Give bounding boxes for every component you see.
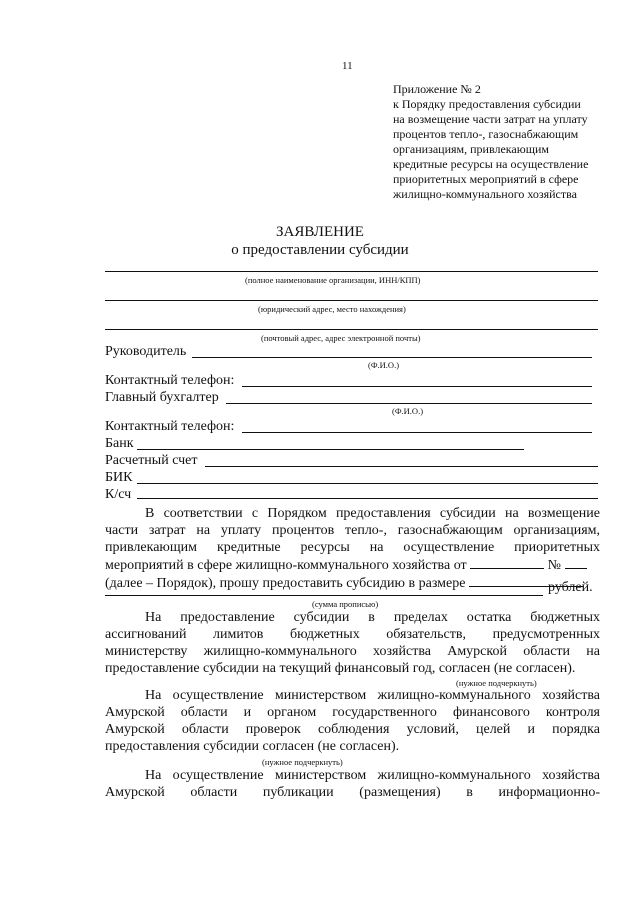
appendix-line: процентов тепло-, газоснабжающим: [393, 127, 579, 141]
bank-field[interactable]: [137, 449, 524, 450]
accountant-field[interactable]: [226, 403, 592, 404]
appendix-line: организациям, привлекающим: [393, 142, 549, 156]
number-sign: №: [547, 558, 561, 573]
rubles-label: рублей.: [548, 580, 593, 595]
paragraph-line: Амурской области проверок соблюдения условий, целей и порядка: [105, 722, 600, 737]
paragraph-line-sum: [105, 574, 600, 592]
paragraph-line: мероприятий в сфере жилищно-коммунального хозяйства от: [105, 558, 467, 573]
corr-account-field[interactable]: [137, 498, 598, 499]
appendix-note: [393, 82, 623, 202]
bank-label: Банк: [105, 436, 134, 451]
sum-words-caption: (сумма прописью): [312, 599, 379, 609]
paragraph-line: Амурской области публикации (размещения) в информационно-: [105, 785, 600, 800]
paragraph-line-date: [105, 556, 600, 574]
appendix-line: кредитные ресурсы на осуществление: [393, 157, 589, 171]
underline-hint: (нужное подчеркнуть): [262, 757, 343, 767]
paragraph-line: предоставления субсидии согласен (не согласен).: [105, 739, 400, 754]
phone-field[interactable]: [242, 432, 592, 433]
number-field[interactable]: [565, 556, 587, 569]
postal-address-caption: (почтовый адрес, адрес электронной почты): [261, 333, 421, 343]
appendix-line: на возмещение части затрат на уплату: [393, 112, 588, 126]
bik-label: БИК: [105, 470, 133, 485]
paragraph-line: На осуществление министерством жилищно-коммунального хозяйства: [145, 688, 600, 703]
document-subtitle: о предоставлении субсидии: [231, 242, 409, 258]
paragraph-inspection-consent: [105, 687, 600, 755]
postal-address-field[interactable]: [105, 329, 598, 330]
org-name-caption: (полное наименование организации, ИНН/КПП): [245, 275, 421, 285]
accountant-fio-caption: (Ф.И.О.): [392, 406, 424, 416]
head-fio-caption: (Ф.И.О.): [368, 360, 400, 370]
paragraph-line: Амурской области и органом государственного финансового контроля: [105, 705, 600, 720]
phone-label: Контактный телефон:: [105, 419, 235, 434]
accountant-label: Главный бухгалтер: [105, 390, 219, 405]
bik-field[interactable]: [137, 483, 598, 484]
document-title: ЗАЯВЛЕНИЕ: [276, 224, 364, 240]
paragraph-line: На предоставление субсидии в пределах остатка бюджетных: [145, 610, 600, 625]
legal-address-field[interactable]: [105, 300, 598, 301]
account-field[interactable]: [205, 466, 598, 467]
paragraph-publication-consent: [105, 767, 600, 801]
head-label: Руководитель: [105, 344, 187, 359]
phone-field[interactable]: [242, 386, 592, 387]
paragraph-line: привлекающим кредитные ресурсы на осуществление приоритетных: [105, 540, 600, 555]
sum-words-field[interactable]: [105, 595, 543, 596]
paragraph-budget-consent: [105, 609, 600, 677]
paragraph-line: части затрат на уплату процентов тепло-, газоснабжающим организациям,: [105, 523, 600, 538]
appendix-line: Приложение № 2: [393, 82, 481, 96]
phone-label: Контактный телефон:: [105, 373, 235, 388]
page-number: 11: [342, 60, 353, 72]
paragraph-line: На осуществление министерством жилищно-коммунального хозяйства: [145, 768, 600, 783]
paragraph-line: В соответствии с Порядком предоставления субсидии на возмещение: [145, 506, 600, 521]
legal-address-caption: (юридический адрес, место нахождения): [258, 304, 406, 314]
org-name-field[interactable]: [105, 271, 598, 272]
paragraph-line: предоставление субсидии на текущий финансовый год, согласен (не согласен).: [105, 661, 576, 676]
corr-account-label: К/сч: [105, 487, 132, 502]
paragraph-request: [105, 505, 600, 592]
underline-hint: (нужное подчеркнуть): [456, 678, 537, 688]
appendix-line: к Порядку предоставления субсидии: [393, 97, 581, 111]
account-label: Расчетный счет: [105, 453, 198, 468]
paragraph-line: министерству жилищно-коммунального хозяйства Амурской области на: [105, 644, 600, 659]
paragraph-line: (далее – Порядок), прошу предоставить субсидию в размере: [105, 576, 466, 591]
head-field[interactable]: [192, 357, 592, 358]
paragraph-line: ассигнований лимитов бюджетных обязательств, предусмотренных: [105, 627, 600, 642]
date-field[interactable]: [470, 556, 544, 569]
appendix-line: жилищно-коммунального хозяйства: [393, 187, 577, 201]
appendix-line: приоритетных мероприятий в сфере: [393, 172, 579, 186]
